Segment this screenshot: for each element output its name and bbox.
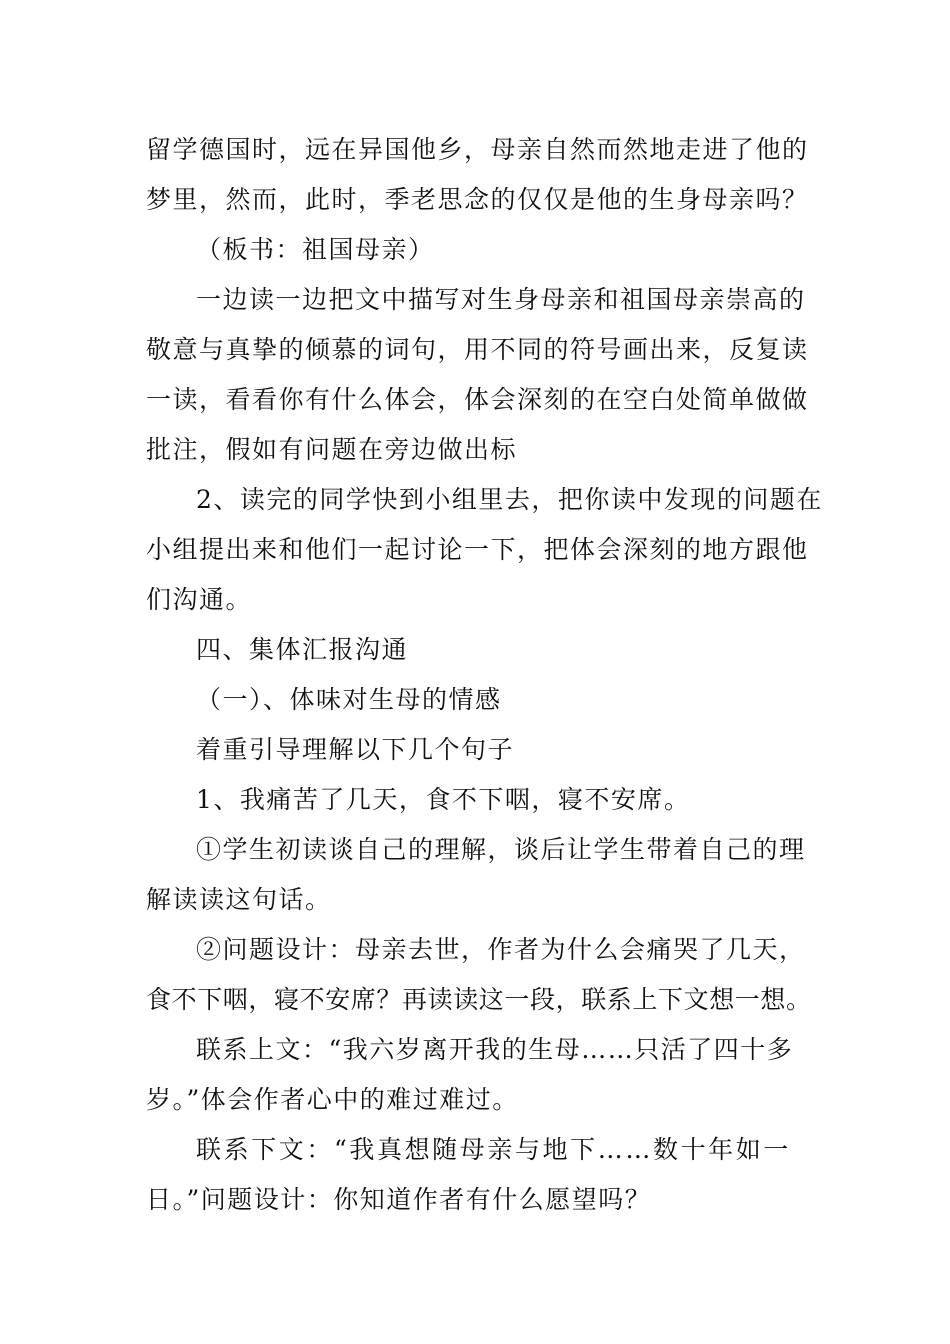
text-line: 2、读完的同学快到小组里去，把你读中发现的问题在 xyxy=(196,485,823,514)
text-line: 们沟通。 xyxy=(146,585,253,614)
text-line: 解读读这句话。 xyxy=(146,885,332,914)
text-line: 批注，假如有问题在旁边做出标 xyxy=(146,435,518,464)
text-line: 食不下咽，寝不安席？再读读这一段，联系上下文想一想。 xyxy=(146,985,812,1014)
board-note: （板书：祖国母亲） xyxy=(196,235,435,264)
text-line: 1、我痛苦了几天，食不下咽，寝不安席。 xyxy=(196,785,691,814)
text-line: ①学生初读谈自己的理解，谈后让学生带着自己的理 xyxy=(196,835,806,864)
text-line: 一边读一边把文中描写对生身母亲和祖国母亲崇高的 xyxy=(196,285,806,314)
text-line: 联系上文：“我六岁离开我的生母……只活了四十多 xyxy=(196,1035,794,1064)
text-line: 留学德国时，远在异国他乡，母亲自然而然地走进了他的 xyxy=(146,135,809,164)
subsection-heading: （一）、体味对生母的情感 xyxy=(196,685,502,714)
text-line: 着重引导理解以下几个句子 xyxy=(196,735,515,764)
text-line: 梦里，然而，此时，季老思念的仅仅是他的生身母亲吗？ xyxy=(146,185,809,214)
text-line: 岁。”体会作者心中的难过难过。 xyxy=(146,1085,519,1114)
text-line: 一读，看看你有什么体会，体会深刻的在空白处简单做做 xyxy=(146,385,809,414)
text-line: 敬意与真挚的倾慕的词句，用不同的符号画出来，反复读 xyxy=(146,335,809,364)
text-line: ②问题设计：母亲去世，作者为什么会痛哭了几天， xyxy=(196,935,806,964)
section-heading: 四、集体汇报沟通 xyxy=(196,635,409,664)
text-line: 日。”问题设计：你知道作者有什么愿望吗？ xyxy=(146,1185,652,1214)
text-line: 联系下文：“我真想随母亲与地下……数十年如一 xyxy=(196,1135,791,1164)
text-line: 小组提出来和他们一起讨论一下，把体会深刻的地方跟他 xyxy=(146,535,809,564)
